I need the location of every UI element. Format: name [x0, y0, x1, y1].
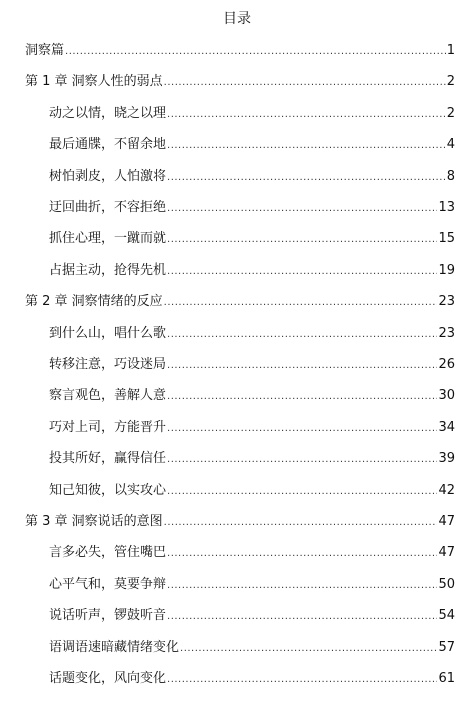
toc-page-number: 61 [438, 671, 455, 686]
toc-page-number: 8 [446, 169, 455, 184]
toc-page-number: 34 [438, 420, 455, 435]
page-title: 目录 [223, 11, 251, 27]
toc-entry-title: 语调语速暗藏情绪变化 [49, 640, 180, 655]
toc-section-entry[interactable] [49, 543, 455, 564]
toc-dot-leader [180, 639, 437, 659]
toc-dot-leader [167, 387, 437, 407]
toc-section-entry[interactable] [49, 104, 455, 125]
toc-entry-title: 洞察篇 [25, 43, 65, 58]
toc-section-entry[interactable] [49, 324, 455, 345]
toc-entry-title: 投其所好，赢得信任 [49, 451, 167, 466]
toc-page-number: 13 [438, 200, 455, 215]
toc-section-entry[interactable] [49, 575, 455, 596]
toc-chapter-entry[interactable] [25, 292, 455, 313]
toc-dot-leader [167, 450, 437, 470]
toc-dot-leader [167, 419, 437, 439]
toc-page-number: 47 [438, 545, 455, 560]
toc-dot-leader [164, 293, 438, 313]
toc-page-number: 39 [438, 451, 455, 466]
toc-section-entry[interactable] [49, 418, 455, 439]
toc-dot-leader [167, 356, 437, 376]
toc-chapter-entry[interactable] [25, 41, 455, 62]
toc-entry-title: 言多必失，管住嘴巴 [49, 545, 167, 560]
toc-section-entry[interactable] [49, 606, 455, 627]
toc-dot-leader [167, 136, 446, 156]
toc-entry-title: 话题变化，风向变化 [49, 671, 167, 686]
toc-dot-leader [167, 670, 437, 690]
toc-page-number: 15 [438, 231, 455, 246]
toc-entry-title: 树怕剥皮，人怕激将 [49, 169, 167, 184]
toc-entry-title: 占据主动，抢得先机 [49, 263, 167, 278]
toc-entry-title: 转移注意，巧设迷局 [49, 357, 167, 372]
toc-chapter-entry[interactable] [25, 72, 455, 93]
toc-section-entry[interactable] [49, 167, 455, 188]
toc-entry-title: 动之以情，晓之以理 [49, 106, 167, 121]
toc-page-number: 2 [446, 74, 455, 89]
toc-section-entry[interactable] [49, 355, 455, 376]
toc-dot-leader [65, 42, 446, 62]
toc-dot-leader [167, 482, 437, 502]
toc-page-number: 19 [438, 263, 455, 278]
toc-entry-title: 迂回曲折，不容拒绝 [49, 200, 167, 215]
toc-entry-title: 最后通牒，不留余地 [49, 137, 167, 152]
toc-entry-title: 察言观色，善解人意 [49, 388, 167, 403]
toc-section-entry[interactable] [49, 198, 455, 219]
toc-page-number: 47 [438, 514, 455, 529]
toc-entry-title: 心平气和，莫要争辩 [49, 577, 167, 592]
toc-dot-leader [164, 73, 446, 93]
toc-entry-title: 第 2 章 洞察情绪的反应 [25, 294, 163, 309]
toc-page-number: 42 [438, 483, 455, 498]
toc-section-entry[interactable] [49, 386, 455, 407]
toc-section-entry[interactable] [49, 135, 455, 156]
toc-page-number: 1 [446, 43, 455, 58]
toc-dot-leader [167, 325, 437, 345]
toc-section-entry[interactable] [49, 261, 455, 282]
toc-section-entry[interactable] [49, 229, 455, 250]
toc-dot-leader [164, 513, 438, 533]
toc-dot-leader [167, 576, 437, 596]
toc-page-number: 50 [438, 577, 455, 592]
toc-dot-leader [167, 105, 446, 125]
toc-page-number: 2 [446, 106, 455, 121]
toc-entry-title: 到什么山，唱什么歌 [49, 326, 167, 341]
toc-entry-title: 巧对上司，方能晋升 [49, 420, 167, 435]
toc-entry-title: 说话听声，锣鼓听音 [49, 608, 167, 623]
toc-entry-title: 抓住心理，一蹴而就 [49, 231, 167, 246]
toc-chapter-entry[interactable] [25, 512, 455, 533]
toc-section-entry[interactable] [49, 481, 455, 502]
toc-dot-leader [167, 230, 437, 250]
toc-dot-leader [167, 168, 446, 188]
toc-page-number: 54 [438, 608, 455, 623]
toc-page-number: 23 [438, 294, 455, 309]
toc-page-number: 26 [438, 357, 455, 372]
toc-page-number: 57 [438, 640, 455, 655]
toc-page-number: 23 [438, 326, 455, 341]
toc-section-entry[interactable] [49, 638, 455, 659]
toc-dot-leader [167, 607, 437, 627]
toc-entry-title: 知己知彼，以实攻心 [49, 483, 167, 498]
toc-dot-leader [167, 544, 437, 564]
toc-entry-title: 第 1 章 洞察人性的弱点 [25, 74, 163, 89]
toc-page-number: 4 [446, 137, 455, 152]
toc-page-number: 30 [438, 388, 455, 403]
toc-dot-leader [167, 262, 437, 282]
toc-section-entry[interactable] [49, 669, 455, 690]
toc-section-entry[interactable] [49, 449, 455, 470]
toc-entry-title: 第 3 章 洞察说话的意图 [25, 514, 163, 529]
toc-dot-leader [167, 199, 437, 219]
